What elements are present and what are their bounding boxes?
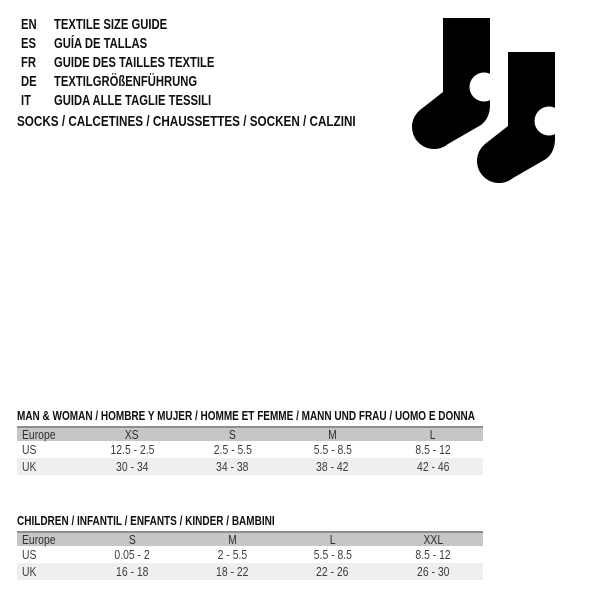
column-header-text: Europe xyxy=(22,532,56,547)
size-cell-text: 0.05 - 2 xyxy=(114,547,150,562)
column-header-size xyxy=(283,532,383,547)
size-cell xyxy=(283,459,383,474)
column-header-size xyxy=(182,532,282,547)
language-row xyxy=(21,34,279,53)
size-cell-text: 18 - 22 xyxy=(216,564,249,579)
size-cell-text: 22 - 26 xyxy=(316,564,349,579)
language-name-label: TEXTILGRÖßENFÜHRUNG xyxy=(54,73,198,90)
size-cell xyxy=(82,442,182,457)
size-cell-text: 5.5 - 8.5 xyxy=(313,442,352,457)
size-table-title-text: MAN & WOMAN / HOMBRE Y MUJER / HOMME ET FEMME / MANN UND FRAU / UOMO E DONNA xyxy=(17,409,475,423)
size-cell xyxy=(182,547,282,562)
language-row-inner xyxy=(21,91,211,110)
size-cell xyxy=(383,442,483,457)
language-code-label: ES xyxy=(21,35,37,52)
size-cell-text: 30 - 34 xyxy=(115,459,149,474)
column-header-size xyxy=(383,427,483,442)
region-cell xyxy=(17,442,82,457)
column-header-text: S xyxy=(228,427,236,442)
region-cell xyxy=(17,459,82,474)
column-header-text: XXL xyxy=(423,532,443,547)
size-table-header-row xyxy=(17,426,483,441)
size-cell-text: 42 - 46 xyxy=(416,459,450,474)
size-cell xyxy=(82,564,182,579)
region-cell xyxy=(17,547,82,562)
language-code-label: FR xyxy=(21,54,36,71)
language-code-label: EN xyxy=(21,16,37,33)
language-row xyxy=(21,53,279,72)
column-header-text: M xyxy=(328,427,337,442)
language-name-label: GUIDA ALLE TAGLIE TESSILI xyxy=(54,92,212,109)
size-cell-text: 12.5 - 2.5 xyxy=(110,442,155,457)
language-row-inner xyxy=(21,34,147,53)
column-header-size xyxy=(82,427,182,442)
column-header-text: L xyxy=(429,427,436,442)
socks-icon xyxy=(400,0,585,200)
region-cell-text: UK xyxy=(22,459,37,474)
size-table-adults xyxy=(17,409,483,475)
size-cell xyxy=(383,547,483,562)
size-table-row xyxy=(17,546,483,563)
size-cell xyxy=(383,459,483,474)
language-name-label: GUIDE DES TAILLES TEXTILE xyxy=(54,54,215,71)
column-header-size xyxy=(383,532,483,547)
size-table-row xyxy=(17,563,483,580)
size-table-title-text: CHILDREN / INFANTIL / ENFANTS / KINDER / BAMBINI xyxy=(17,514,275,528)
column-header-text: XS xyxy=(125,427,140,442)
size-cell-text: 8.5 - 12 xyxy=(415,547,451,562)
size-cell-text: 8.5 - 12 xyxy=(415,442,451,457)
column-header-size xyxy=(283,427,383,442)
language-row xyxy=(21,72,279,91)
size-cell xyxy=(182,564,282,579)
language-row xyxy=(21,15,279,34)
size-table-header-row xyxy=(17,531,483,546)
language-list xyxy=(21,15,279,110)
region-cell xyxy=(17,564,82,579)
language-row-inner xyxy=(21,72,197,91)
size-cell xyxy=(283,547,383,562)
size-cell xyxy=(383,564,483,579)
language-name-label: TEXTILE SIZE GUIDE xyxy=(54,16,168,33)
size-table-title xyxy=(17,514,483,531)
size-cell xyxy=(82,459,182,474)
category-line xyxy=(17,112,451,131)
size-cell-text: 2 - 5.5 xyxy=(217,547,248,562)
region-cell-text: US xyxy=(22,442,37,457)
language-name-label: GUÍA DE TALLAS xyxy=(54,35,148,52)
language-row-inner xyxy=(21,53,214,72)
column-header-text: Europe xyxy=(22,427,56,442)
language-row xyxy=(21,91,279,110)
size-cell-text: 2.5 - 5.5 xyxy=(213,442,252,457)
region-cell-text: US xyxy=(22,547,37,562)
size-cell-text: 5.5 - 8.5 xyxy=(313,547,352,562)
size-cell xyxy=(283,564,383,579)
column-header-text: M xyxy=(228,532,237,547)
size-table-row xyxy=(17,441,483,458)
size-cell xyxy=(182,442,282,457)
size-cell-text: 16 - 18 xyxy=(115,564,149,579)
column-header-size xyxy=(182,427,282,442)
size-cell-text: 26 - 30 xyxy=(416,564,450,579)
size-cell xyxy=(283,442,383,457)
column-header-text: S xyxy=(128,532,136,547)
column-header-text: L xyxy=(329,532,336,547)
language-row-inner xyxy=(21,15,167,34)
category-line-text: SOCKS / CALCETINES / CHAUSSETTES / SOCKEN / CALZINI xyxy=(17,113,356,130)
column-header-region xyxy=(17,532,82,547)
region-cell-text: UK xyxy=(22,564,37,579)
size-cell xyxy=(182,459,282,474)
column-header-size xyxy=(82,532,182,547)
size-table-title xyxy=(17,409,483,426)
language-code-label: IT xyxy=(21,92,32,109)
size-cell-text: 34 - 38 xyxy=(216,459,249,474)
size-cell xyxy=(82,547,182,562)
size-table-row xyxy=(17,458,483,475)
size-table-children xyxy=(17,514,483,580)
column-header-region xyxy=(17,427,82,442)
language-code-label: DE xyxy=(21,73,37,90)
size-cell-text: 38 - 42 xyxy=(316,459,349,474)
